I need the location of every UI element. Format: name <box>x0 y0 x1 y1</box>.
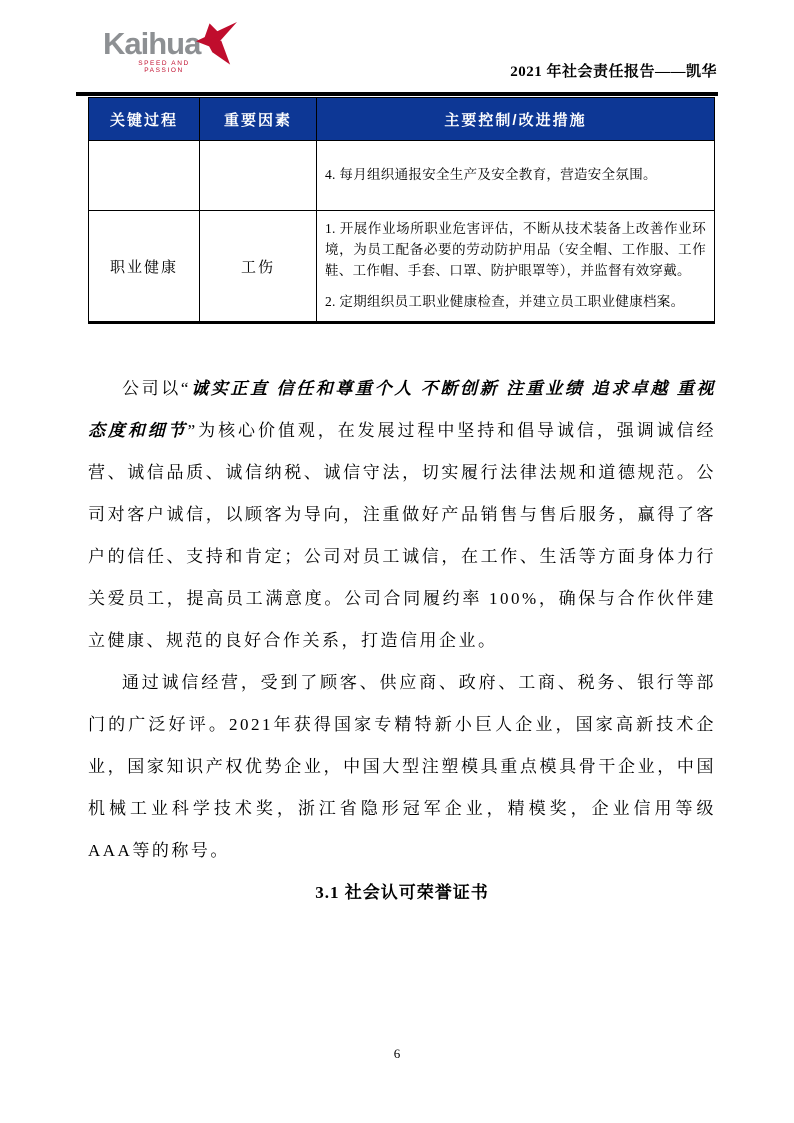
column-header-key-process: 关键过程 <box>89 98 200 141</box>
core-values-emphasis: 诚实正直 信任和尊重个人 不断创新 注重业绩 追求卓越 重视态度和细节 <box>88 379 717 440</box>
paragraph-honors: 通过诚信经营，受到了顾客、供应商、政府、工商、税务、银行等部门的广泛好评。2021年获得国家专精特新小巨人企业，国家高新技术企业，国家知识产权优势企业，中国大型注塑模具重点模具骨干企业，中国机械工业科学技术奖，浙江省隐形冠军企业，精模奖，企业信用等级AAA等的称号。 <box>88 673 716 860</box>
report-header-title: 2021 年社会责任报告——凯华 <box>510 64 717 80</box>
cell-process-health: 职业健康 <box>89 211 200 323</box>
cell-factor-empty <box>200 141 317 211</box>
body-text <box>88 368 716 914</box>
table-header-row <box>89 98 715 141</box>
section-heading-3-1: 3.1 社会认可荣誉证书 <box>315 883 489 902</box>
column-header-main-controls: 主要控制/改进措施 <box>317 98 715 141</box>
cell-measures-continued <box>317 141 715 211</box>
hummingbird-icon <box>189 21 237 67</box>
cell-process-empty <box>89 141 200 211</box>
measure-item: 4. 每月组织通报安全生产及安全教育，营造安全氛围。 <box>325 166 657 182</box>
measure-item: 2. 定期组织员工职业健康检查，并建立员工职业健康档案。 <box>325 293 685 309</box>
page-number: 6 <box>393 1046 401 1061</box>
table-row-occupational-health <box>89 211 715 323</box>
logo-wordmark: Kaihua <box>103 26 201 61</box>
table-row-continued <box>89 141 715 211</box>
company-logo <box>103 28 233 74</box>
paragraph-core-values <box>88 368 716 662</box>
para1-prefix: 公司以“ <box>122 379 191 398</box>
measure-item: 1. 开展作业场所职业危害评估，不断从技术装备上改善作业环境，为员工配备必要的劳动防护用品（安全帽、工作服、工作鞋、工作帽、手套、口罩、防护眼罩等），并监督有效穿戴。 <box>325 220 706 278</box>
cell-measures-health <box>317 211 715 323</box>
control-measures-table <box>88 97 715 324</box>
column-header-important-factor: 重要因素 <box>200 98 317 141</box>
cell-factor-injury: 工伤 <box>200 211 317 323</box>
header-rule <box>76 92 718 96</box>
logo-tagline: SPEED AND PASSION <box>138 60 190 74</box>
para1-suffix: ”为核心价值观，在发展过程中坚持和倡导诚信，强调诚信经营、诚信品质、诚信纳税、诚信守法，切实履行法律法规和道德规范。公司对客户诚信，以顾客为导向，注重做好产品销售与售后服务，赢得了客户的信任、支持和肯定；公司对员工诚信，在工作、生活等方面身体力行关爱员工，提高员工满意度。公司合同履约率 100%，确保与合作伙伴建立健康、规范的良好合作关系，打造信用企业。 <box>88 421 716 650</box>
